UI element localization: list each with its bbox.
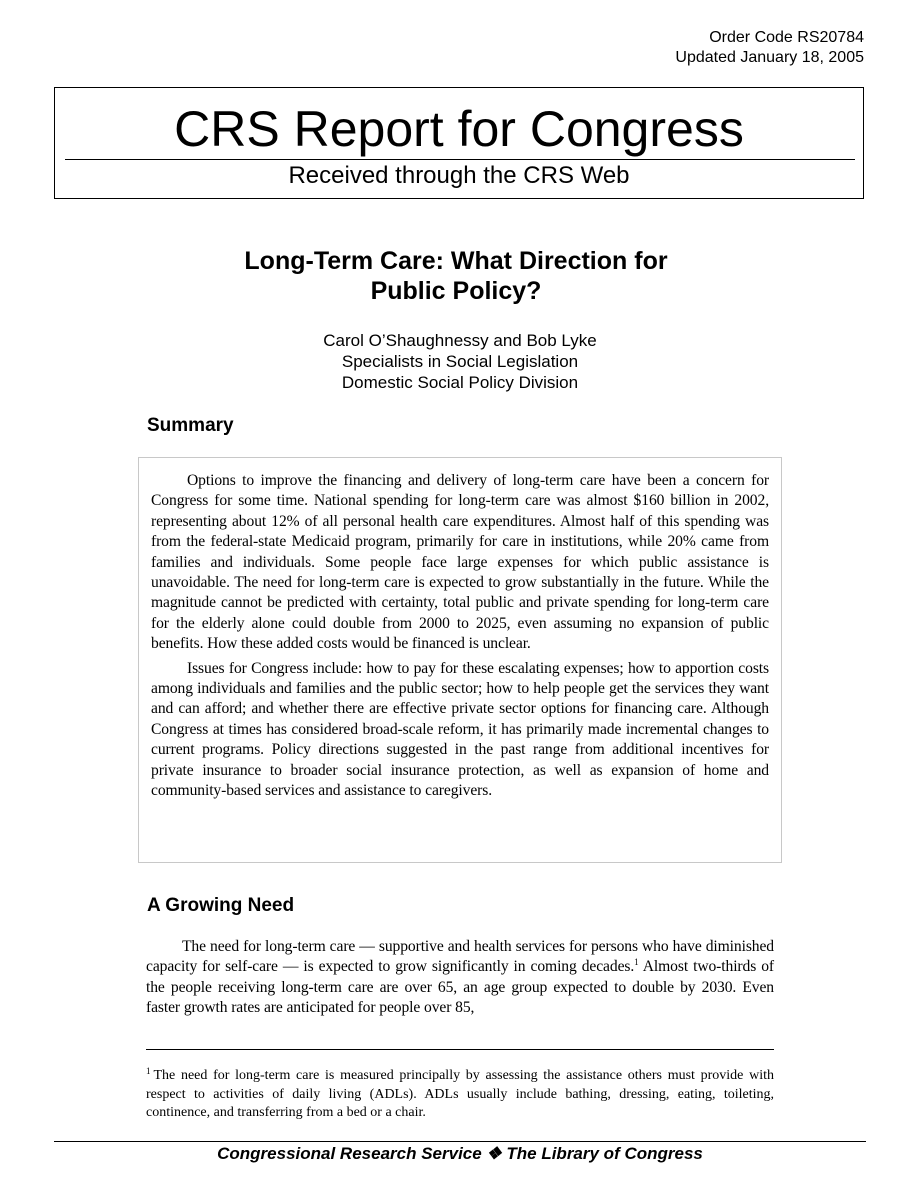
section-paragraph <box>146 937 774 1019</box>
footnote-reference[interactable]: 1 <box>634 957 639 968</box>
authors: Carol O’Shaughnessy and Bob Lyke <box>323 331 597 350</box>
footnote-number: 1 <box>146 1066 151 1076</box>
page-footer: Congressional Research Service ❖ The Library of Congress <box>217 1144 703 1163</box>
summary-paragraph-1: Options to improve the financing and delivery of long-term care have been a concern for Congress for some time. National spending for long-term care was almost $160 billion in 2002, representing about 12% of all personal health care expenditures. Almost half of this spending was from the federal-state Medicaid program, primarily for care in institutions, while 20% came from families and individuals. Some people face large expenses for which public assistance is unavoidable. The need for long-term care is expected to grow substantially in the future. While the magnitude cannot be predicted with certainty, total public and private spending for long-term care for the elderly alone could double from 2000 to 2025, even assuming no expansion of public benefits. How these added costs would be financed is unclear. <box>151 472 769 653</box>
order-info <box>675 28 864 68</box>
report-banner <box>54 87 864 199</box>
summary-heading: Summary <box>147 415 234 436</box>
banner-subtitle: Received through the CRS Web <box>288 162 630 189</box>
summary-paragraph-2: Issues for Congress include: how to pay for these escalating expenses; how to apportion costs among individuals and families and the public sector; how to help people get the services they want and can afford; and whether there are effective private sector options for financing care. Although Congress at times has considered broad-scale reform, it has primarily made incremental changes to current programs. Policy directions suggested in the past range from additional incentives for private insurance to broader social insurance protection, as well as expansion of home and community-based services and assistance to caregivers. <box>151 659 769 800</box>
order-code: Order Code RS20784 <box>709 29 864 46</box>
author-division: Domestic Social Policy Division <box>341 373 579 392</box>
author-block <box>146 330 774 393</box>
document-title <box>146 246 766 306</box>
author-role: Specialists in Social Legislation <box>341 352 579 371</box>
footer-divider <box>54 1141 866 1142</box>
document-title-line-2: Public Policy? <box>370 277 542 305</box>
section-paragraph-part-2: Almost two-thirds of the people receiving long-term care are over 65, an age group expected to double by 2030. Even faster growth rates are anticipated for people over 85, <box>146 958 775 1017</box>
footnote-divider <box>146 1049 774 1050</box>
summary-box <box>138 457 782 863</box>
updated-date: Updated January 18, 2005 <box>675 49 864 66</box>
section-heading: A Growing Need <box>147 895 295 916</box>
section-paragraph-part-1: The need for long-term care — supportive and health services for persons who have diminished capacity for self-care — is expected to grow significantly in coming decades. <box>146 938 774 976</box>
footnote-text: The need for long-term care is measured principally by assessing the assistance others must provide with respect to activities of daily living (ADLs). ADLs usually include bathing, dressing, eating, toileting, continence, and transferring from a bed or a chair. <box>146 1068 774 1120</box>
banner-title: CRS Report for Congress <box>174 101 744 157</box>
banner-divider <box>65 159 855 160</box>
footnote <box>146 1067 774 1123</box>
document-title-line-1: Long-Term Care: What Direction for <box>244 247 668 275</box>
